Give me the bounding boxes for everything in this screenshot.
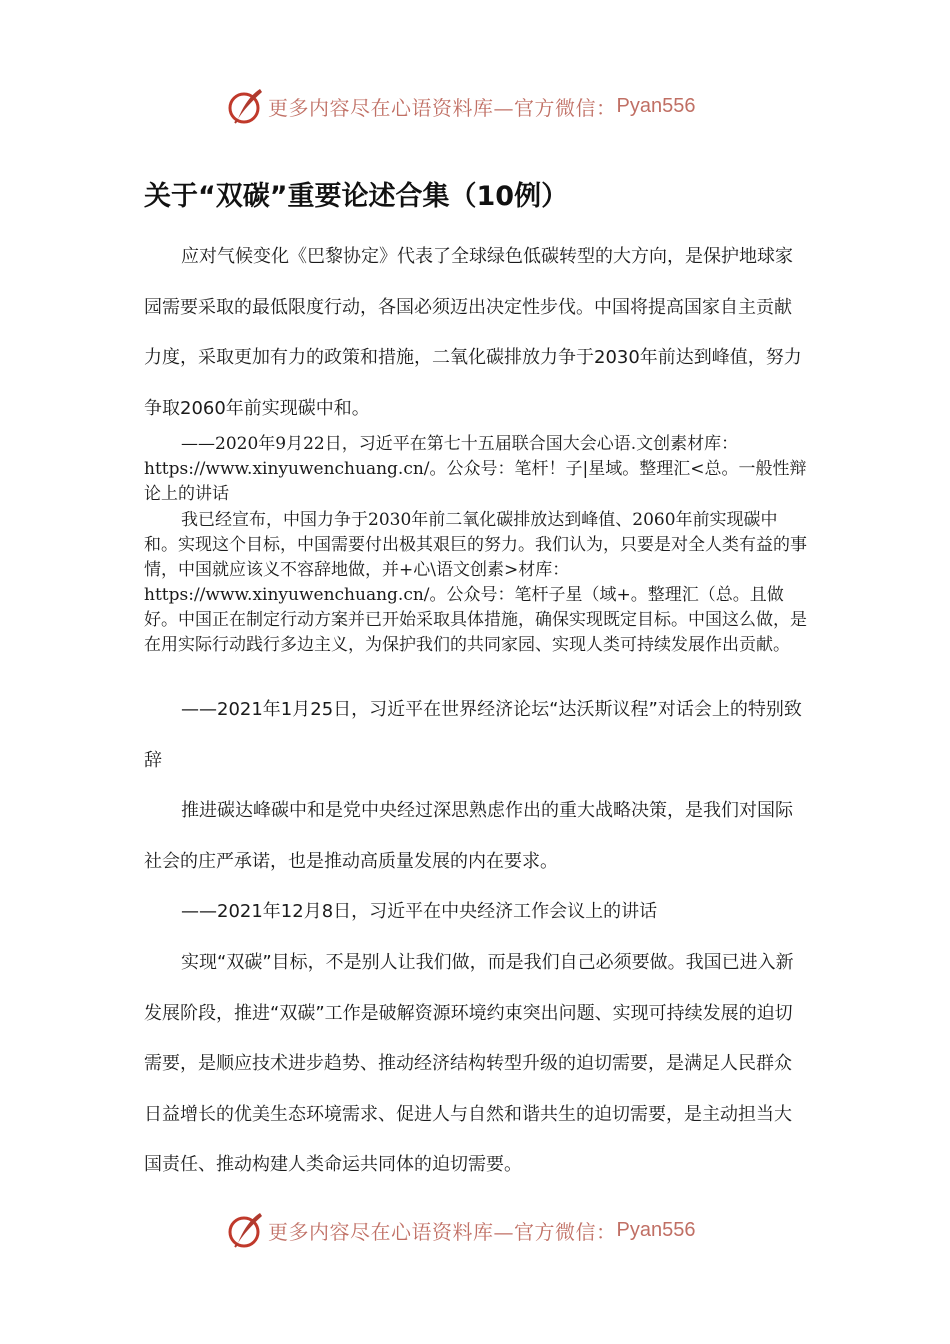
paragraph-dual-carbon-goals: 实现“双碳”目标，不是别人让我们做，而是我们自己必须要做。我国已进入新发展阶段，推进“双碳”工作是破解资源环境约束突出问题、实现可持续发展的迫切需要，是顺应技术进步趋势、推动经济结构转型升级的迫切需要，是满足人民群众日益增长的优美生态环境需求、促进人与自然和谐共生的迫切需要，是主动担当大国责任、推动构建人类命运共同体的迫切需要。 bbox=[144, 952, 794, 1175]
header-wechat-id: Pyan556 bbox=[616, 94, 696, 117]
paragraph-paris-agreement: 应对气候变化《巴黎协定》代表了全球绿色低碳转型的大方向，是保护地球家园需要采取的最低限度行动，各国必须迈出决定性步伐。中国将提高国家自主贡献力度，采取更加有力的政策和措施，二氧化碳排放力争于2030年前达到峰值，努力争取2060年前实现碳中和。 bbox=[144, 246, 802, 419]
footer-wechat-id: Pyan556 bbox=[616, 1218, 696, 1241]
document-title: 关于“双碳”重要论述合集（10例） bbox=[144, 181, 569, 212]
paragraph-carbon-neutrality-commitment: 我已经宣布，中国力争于2030年前二氧化碳排放达到峰值、2060年前实现碳中和。实现这个目标，中国需要付出极其艰巨的努力。我们认为，只要是对全人类有益的事情，中国就应该义不容辞地做，并+心\语文创素>材库：https://www.xinyuwenchuang.cn/。公众号：笔杆子星（域+。整理汇（总。且做好。中国正在制定行动方案并已开始采取具体措施，确保实现既定目标。中国这么做，是在用实际行动践行多边主义，为保护我们的共同家园、实现人类可持续发展作出贡献。 bbox=[144, 510, 807, 655]
quill-logo-icon bbox=[226, 86, 266, 126]
paragraph-source-2021-davos: ——2021年1月25日，习近平在世界经济论坛“达沃斯议程”对话会上的特别致辞 bbox=[144, 699, 802, 771]
paragraph-source-2021-economic-conference: ——2021年12月8日，习近平在中央经济工作会议上的讲话 bbox=[181, 901, 658, 922]
quill-logo-icon bbox=[226, 1210, 266, 1250]
header-banner-text: 更多内容尽在心语资料库—官方微信： bbox=[268, 95, 617, 120]
footer-banner bbox=[226, 1208, 746, 1252]
paragraph-strategic-decision: 推进碳达峰碳中和是党中央经过深思熟虑作出的重大战略决策，是我们对国际社会的庄严承诺，也是推动高质量发展的内在要求。 bbox=[144, 800, 793, 872]
paragraph-source-2020-un: ——2020年9月22日，习近平在第七十五届联合国大会心语.文创素材库：https://www.xinyuwenchuang.cn/。公众号：笔杆！子|星域。整理汇<总。一般性辩论上的讲话 bbox=[144, 434, 807, 504]
footer-banner-text: 更多内容尽在心语资料库—官方微信： bbox=[268, 1219, 617, 1244]
header-banner bbox=[226, 84, 746, 128]
